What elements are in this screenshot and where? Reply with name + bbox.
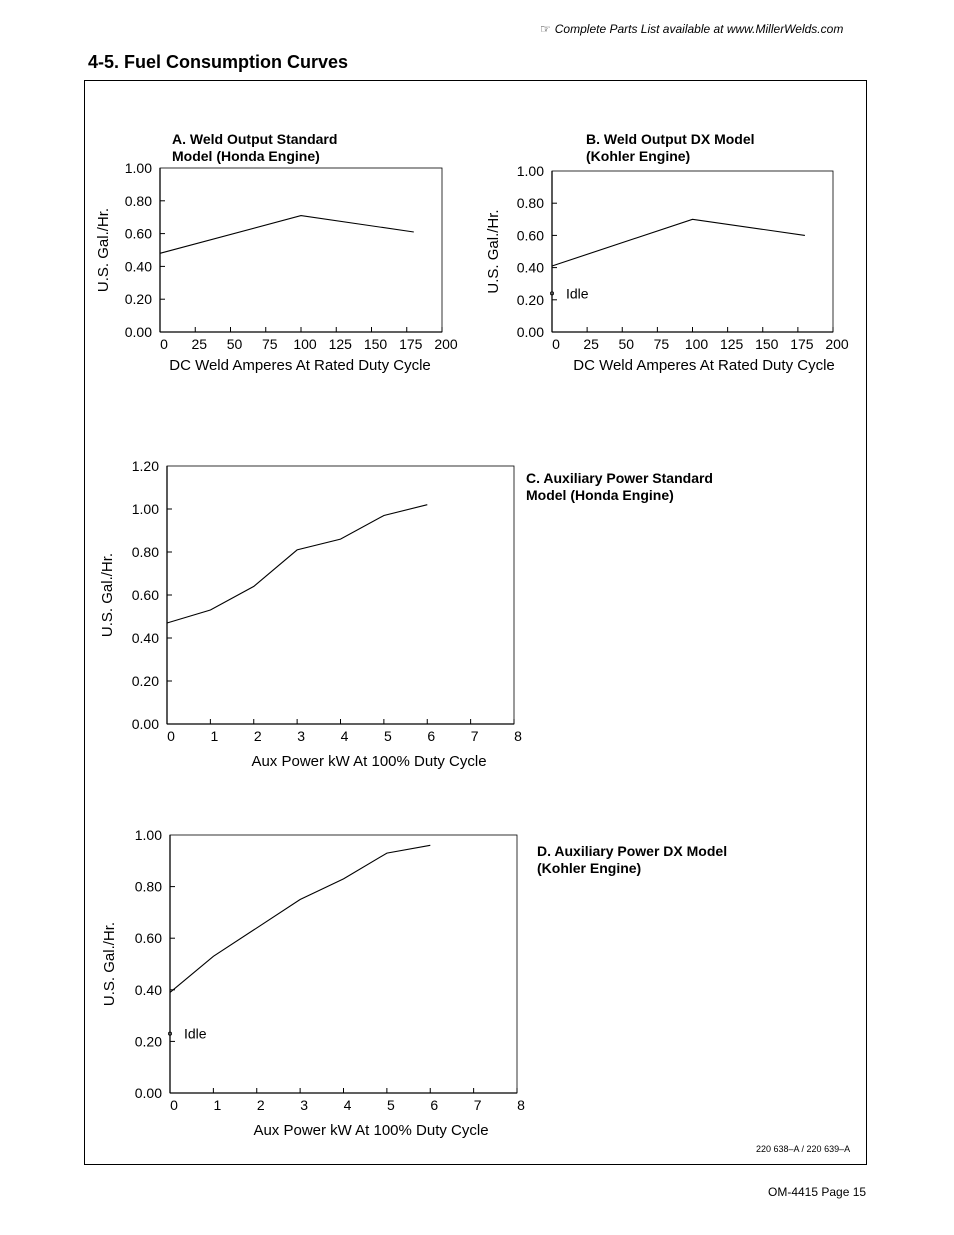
chart-d-x-tick-label: 0 [170, 1097, 178, 1113]
chart-a-title: A. Weld Output Standard Model (Honda Engine) [172, 131, 338, 164]
chart-c-x-tick-label: 5 [383, 728, 392, 744]
chart-d-x-tick-label: 7 [473, 1097, 482, 1113]
chart-b-x-tick-label: 50 [618, 336, 635, 352]
chart-a-x-tick-label: 50 [226, 336, 243, 352]
chart-c-y-tick-label: 1.20 [131, 458, 159, 474]
chart-a-y-tick-label: 0.80 [124, 192, 152, 209]
chart-d-x-tick-label: 4 [343, 1097, 352, 1113]
chart-d-x-tick-label: 5 [386, 1097, 395, 1113]
hand-pointer-icon: ☞ [540, 22, 551, 36]
chart-b-y-tick-label: 0.00 [516, 324, 544, 340]
chart-d-y-tick-label: 0.80 [134, 878, 162, 895]
chart-b-x-tick-label: 175 [790, 336, 814, 352]
section-title: 4-5. Fuel Consumption Curves [88, 52, 349, 72]
chart-a-plot-border [160, 168, 442, 332]
chart-a-x-axis-label: DC Weld Amperes At Rated Duty Cycle [169, 357, 431, 374]
chart-d-x-tick-label: 8 [517, 1097, 525, 1113]
chart-c-y-tick-label: 1.00 [131, 501, 159, 517]
chart-b-y-tick-label: 0.40 [516, 259, 544, 276]
chart-c-x-tick-label: 6 [427, 728, 436, 744]
chart-d-x-axis-label: Aux Power kW At 100% Duty Cycle [253, 1122, 489, 1139]
chart-c-x-tick-label: 3 [297, 728, 306, 744]
chart-d-idle-label: Idle [184, 1025, 207, 1042]
chart-d-y-tick-label: 1.00 [134, 827, 162, 843]
chart-b-x-tick-label: 25 [583, 336, 599, 352]
chart-d-x-tick-label: 3 [300, 1097, 309, 1113]
chart-a-x-tick-label: 0 [160, 336, 168, 352]
chart-a-x-tick-label: 200 [434, 336, 458, 352]
chart-c-y-tick-label: 0.00 [131, 716, 159, 732]
chart-d-title: D. Auxiliary Power DX Model (Kohler Engine) [537, 843, 728, 876]
chart-a-y-tick-label: 0.60 [124, 225, 152, 242]
chart-c-plot-border [167, 466, 514, 724]
chart-c-x-tick-label: 2 [253, 728, 262, 744]
chart-a-series-line [160, 216, 414, 254]
chart-b-x-axis-label: DC Weld Amperes At Rated Duty Cycle [573, 357, 835, 374]
chart-d-plot-border [170, 835, 517, 1093]
chart-a-x-tick-label: 125 [328, 336, 352, 352]
chart-a-y-tick-label: 0.00 [124, 324, 152, 340]
chart-d-x-tick-label: 2 [256, 1097, 265, 1113]
chart-b-title: B. Weld Output DX Model (Kohler Engine) [586, 131, 755, 164]
chart-b-y-tick-label: 0.60 [516, 227, 544, 244]
chart-a-y-tick-label: 0.20 [124, 291, 152, 308]
chart-c-x-tick-label: 8 [514, 728, 522, 744]
chart-a-y-axis-label: U.S. Gal./Hr. [95, 207, 112, 293]
chart-b-x-tick-label: 200 [825, 336, 849, 352]
chart-b-series-line [552, 219, 805, 266]
chart-b-y-tick-label: 0.20 [516, 291, 544, 308]
chart-b-idle-label: Idle [566, 285, 589, 302]
chart-d-series-line [170, 845, 430, 992]
chart-d-y-tick-label: 0.40 [134, 981, 162, 998]
chart-a-y-tick-label: 1.00 [124, 160, 152, 176]
header-note-text: Complete Parts List available at www.MillerWelds.com [554, 22, 844, 36]
chart-b-x-tick-label: 150 [755, 336, 779, 352]
chart-b-y-tick-label: 1.00 [516, 163, 544, 179]
chart-b-x-tick-label: 125 [719, 336, 744, 352]
chart-b-x-tick-label: 0 [552, 336, 560, 352]
chart-d-x-tick-label: 6 [430, 1097, 439, 1113]
chart-a-x-tick-label: 150 [363, 336, 388, 352]
chart-a-x-tick-label: 100 [293, 336, 317, 352]
chart-b-x-tick-label: 100 [684, 336, 709, 352]
chart-d-y-tick-label: 0.00 [134, 1085, 162, 1101]
chart-c-y-tick-label: 0.80 [131, 544, 159, 560]
chart-b-x-tick-label: 75 [653, 336, 670, 352]
chart-b-y-tick-label: 0.80 [516, 195, 544, 212]
chart-c-x-tick-label: 1 [210, 728, 219, 744]
chart-c-series-line [167, 505, 427, 623]
chart-c-y-tick-label: 0.20 [131, 673, 159, 689]
chart-c-x-tick-label: 7 [470, 728, 479, 744]
chart-c-title: C. Auxiliary Power Standard Model (Honda Engine) [526, 470, 713, 503]
chart-c-y-tick-label: 0.60 [131, 587, 159, 603]
chart-a-x-tick-label: 25 [191, 336, 208, 352]
chart-d-y-tick-label: 0.20 [134, 1033, 162, 1050]
chart-a-y-tick-label: 0.40 [124, 258, 152, 275]
chart-d-y-tick-label: 0.60 [134, 930, 162, 947]
chart-c-y-tick-label: 0.40 [131, 630, 159, 646]
chart-a-x-tick-label: 175 [399, 336, 423, 352]
drawing-code: 220 638–A / 220 639–A [756, 1144, 851, 1154]
chart-b-y-axis-label: U.S. Gal./Hr. [485, 209, 502, 294]
chart-a-x-tick-label: 75 [261, 336, 278, 352]
chart-d-x-tick-label: 1 [213, 1097, 222, 1113]
chart-d-y-axis-label: U.S. Gal./Hr. [101, 921, 118, 1007]
chart-c-x-axis-label: Aux Power kW At 100% Duty Cycle [251, 753, 487, 770]
chart-c-x-tick-label: 4 [340, 728, 349, 744]
chart-c-y-axis-label: U.S. Gal./Hr. [99, 552, 116, 638]
page-number: OM-4415 Page 15 [768, 1185, 867, 1199]
chart-c-x-tick-label: 0 [167, 728, 175, 744]
